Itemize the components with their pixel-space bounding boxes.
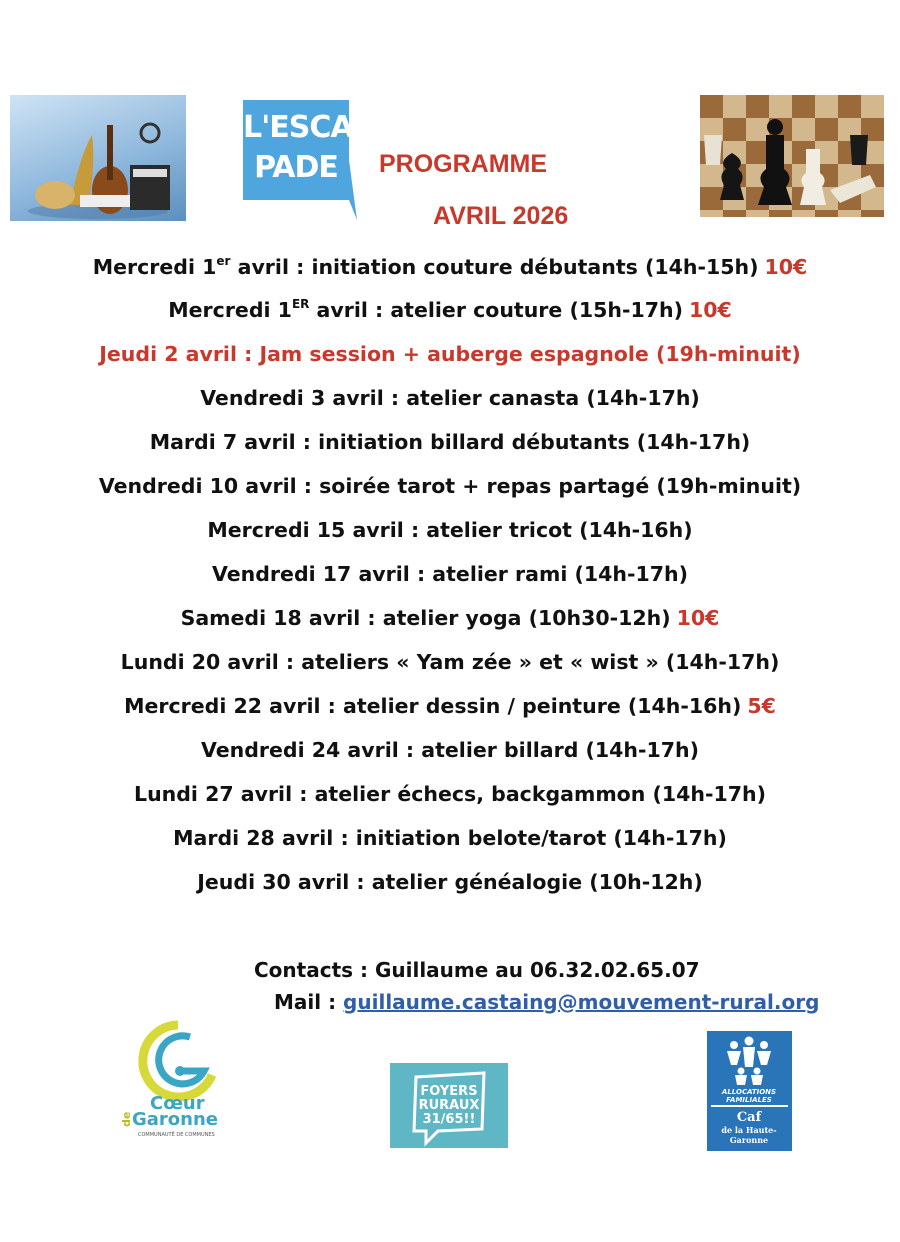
program-item: Mardi 7 avril : initiation billard débutants (14h-17h) <box>149 430 751 454</box>
foyers-ruraux-logo <box>390 1063 508 1148</box>
page-subtitle: AVRIL 2026 <box>433 202 569 230</box>
price-badge: 10€ <box>764 255 808 279</box>
coeur-de-garonne-logo <box>120 1015 230 1140</box>
price-badge: 10€ <box>676 606 720 630</box>
price-badge: 5€ <box>747 694 776 718</box>
coeur-word-1: Cœur <box>150 1093 205 1114</box>
program-item: Vendredi 17 avril : atelier rami (14h-17h) <box>212 562 688 586</box>
coeur-word-de: de <box>120 1111 133 1127</box>
program-item: Vendredi 3 avril : atelier canasta (14h-17h) <box>200 386 700 410</box>
logo-line-1: L'ESCA <box>243 110 353 145</box>
foyers-ruraux-emblem <box>390 1063 508 1148</box>
price-badge: 10€ <box>688 298 732 322</box>
chess-photo <box>700 95 884 217</box>
instruments-illustration <box>10 95 186 221</box>
escapade-logo <box>243 100 363 222</box>
program-item: Lundi 20 avril : ateliers « Yam zée » et « wist » (14h-17h) <box>120 650 780 674</box>
logo-speech-tail <box>333 160 363 222</box>
caf-emblem <box>707 1031 792 1151</box>
program-item: Lundi 27 avril : atelier échecs, backgammon (14h-17h) <box>134 782 766 806</box>
coeur-word-2: Garonne <box>132 1109 219 1130</box>
program-item: Mardi 28 avril : initiation belote/tarot (14h-17h) <box>173 826 727 850</box>
page-title: PROGRAMME <box>379 150 548 178</box>
program-item: Vendredi 24 avril : atelier billard (14h-17h) <box>200 738 699 762</box>
instruments-photo <box>10 95 186 221</box>
caf-name: Caf <box>736 1110 762 1125</box>
program-item: Mercredi 22 avril : atelier dessin / peinture (14h-16h) 5€ <box>124 694 776 718</box>
program-item: Jeudi 30 avril : atelier généalogie (10h-12h) <box>197 870 703 894</box>
mail-label: Mail : <box>274 990 344 1014</box>
program-item: Jeudi 2 avril : Jam session + auberge espagnole (19h-minuit) <box>99 342 801 366</box>
foyers-line-3: 31/65!! <box>422 1112 476 1127</box>
chess-illustration <box>700 95 884 217</box>
logo-line-2: PADE <box>254 150 338 185</box>
foyers-line-1: FOYERS <box>420 1084 478 1099</box>
caf-line-1: ALLOCATIONS <box>721 1088 777 1096</box>
caf-line-4: Garonne <box>729 1135 769 1145</box>
contact-phone: Contacts : Guillaume au 06.32.02.65.07 <box>254 958 700 982</box>
program-item: Vendredi 10 avril : soirée tarot + repas partagé (19h-minuit) <box>98 474 802 498</box>
email-link[interactable]: guillaume.castaing@mouvement-rural.org <box>343 990 820 1014</box>
contact-mail <box>274 990 819 1014</box>
program-item: Samedi 18 avril : atelier yoga (10h30-12h) 10€ <box>180 606 720 630</box>
caf-logo <box>707 1031 792 1151</box>
foyers-line-2: RURAUX <box>418 1098 480 1113</box>
coeur-de-garonne-emblem <box>120 1015 230 1140</box>
program-item: Mercredi 15 avril : atelier tricot (14h-16h) <box>207 518 693 542</box>
caf-line-3: de la Haute- <box>721 1125 777 1135</box>
program-item: Mercredi 1er avril : initiation couture débutants (14h-15h) 10€ <box>92 254 808 279</box>
caf-line-2: FAMILIALES <box>726 1096 772 1104</box>
coeur-subtitle: COMMUNAUTÉ DE COMMUNES <box>138 1132 215 1138</box>
program-item: Mercredi 1ER avril : atelier couture (15h-17h) 10€ <box>168 297 732 322</box>
